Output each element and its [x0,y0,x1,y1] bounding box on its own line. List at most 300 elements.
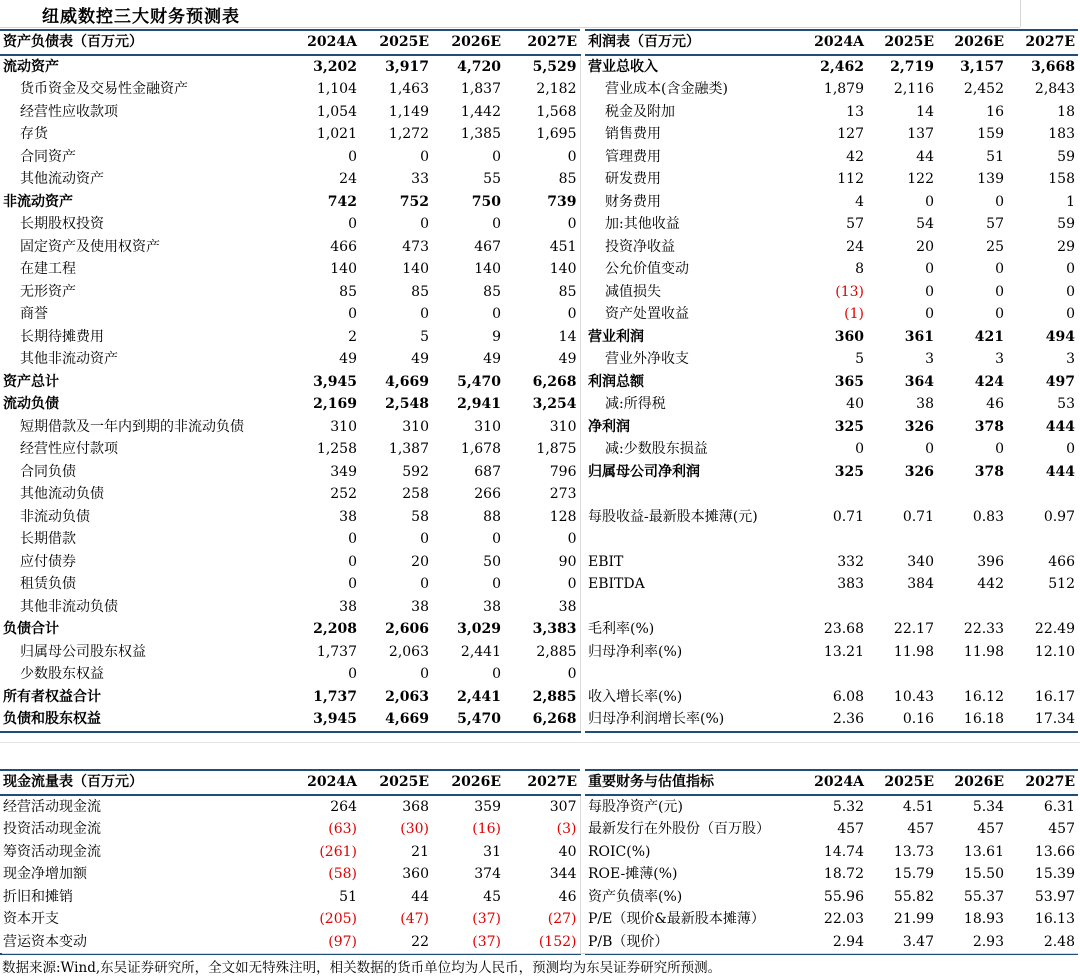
cell-value: 0 [492,216,501,233]
cell-value: 2,843 [1034,81,1075,98]
cell-value: 4.51 [902,798,934,815]
cell-value: 739 [504,191,580,214]
row-label: 负债和股东权益 [0,708,288,732]
cell-value: 29 [1057,238,1075,255]
cell-value: 1,272 [388,126,429,143]
table-row [0,123,580,146]
cell-value: 140 [504,258,580,281]
cell-value: 2,606 [385,621,429,638]
cell-value: 0 [1066,306,1075,323]
cell-value [937,483,1007,506]
report-title: 纽威数控三大财务预测表 [42,7,240,27]
cell-value: 0 [348,553,357,570]
cell-value: 1,879 [823,81,864,98]
row-label: 非流动负债 [20,508,90,525]
cell-value: 424 [974,373,1004,390]
cell-value: 4 [855,193,864,210]
cell-value: 11.98 [893,643,934,660]
cell-value [867,663,937,686]
cell-value: 0 [492,576,501,593]
cell-value: 457 [977,821,1004,838]
cell-value: 158 [1048,171,1075,188]
cell-value: 1,463 [388,81,429,98]
cell-value: 88 [483,508,501,525]
cell-value: 457 [907,821,934,838]
row-label: 现金净增加额 [3,866,87,883]
cell-value: 1,258 [316,441,357,458]
header-year: 2027E [1007,30,1078,55]
table-row [0,393,580,416]
cell-value: 325 [834,463,864,480]
cell-value: 18.72 [823,866,864,883]
income-statement-table [585,29,1078,733]
cell-value: 53.97 [1034,888,1075,905]
table-row [0,841,580,864]
row-label: 其他非流动负债 [20,598,118,615]
cell-value: 0 [420,148,429,165]
header-year: 2025E [360,30,432,55]
row-label: 毛利率(%) [588,621,655,638]
table-row [585,78,1078,101]
cell-value: 0 [348,216,357,233]
cell-value: 1,875 [504,438,580,461]
cell-value: 85 [483,283,501,300]
cell-value: 383 [837,576,864,593]
cell-value: 38 [339,598,357,615]
cell-value: 1,385 [460,126,501,143]
cell-value: 13.21 [823,643,864,660]
row-label: 其他流动负债 [20,486,104,503]
table-row [0,236,580,259]
row-label: 归母净利率(%) [588,643,683,660]
cell-value: 3,157 [960,58,1004,75]
cell-value: 0.97 [1043,508,1075,525]
row-label: 筹资活动现金流 [3,843,101,860]
cell-value: 10.43 [893,688,934,705]
cell-value: 40 [504,841,580,864]
cell-value: 421 [974,328,1004,345]
header-year: 2024A [795,30,867,55]
cell-value: 51 [339,888,357,905]
cell-value: 11.98 [963,643,1004,660]
cell-value: 4,669 [360,708,432,732]
cell-value: 6,268 [504,708,580,732]
row-label: 无形资产 [20,283,76,300]
row-label: 折旧和摊销 [3,888,73,905]
cell-value: 344 [504,863,580,886]
table-header-row [0,770,580,795]
cell-value: 0 [925,193,934,210]
cell-value: 25 [986,238,1004,255]
header-year: 2026E [432,770,504,795]
cell-value: 687 [474,463,501,480]
table-row [0,618,580,641]
cell-value: 2,719 [890,58,934,75]
row-label: 短期借款及一年内到期的非流动负债 [20,418,244,435]
cell-value: 1,568 [504,101,580,124]
cell-value: 252 [330,486,357,503]
cell-value: 264 [330,798,357,815]
cell-value: (1) [844,306,864,323]
cell-value: 0.83 [972,508,1004,525]
row-label: 减值损失 [605,283,661,300]
cell-value: 140 [402,261,429,278]
cell-value: 16.18 [937,708,1007,732]
cell-value: 0 [995,193,1004,210]
cell-value: 1,737 [313,688,357,705]
table-row [585,191,1078,214]
table-row [585,371,1078,394]
cell-value: 2,441 [457,688,501,705]
table-row [0,596,580,619]
cell-value: 122 [907,171,934,188]
row-label: 税金及附加 [605,103,675,120]
table-row [585,123,1078,146]
cell-value: 457 [1048,821,1075,838]
cell-value: 4,720 [457,58,501,75]
row-label: ROIC(%) [588,843,651,860]
table-row [585,416,1078,439]
cell-value: 18 [1057,103,1075,120]
balance-sheet-table [0,29,581,733]
table-header-row [0,30,580,55]
header-year: 2025E [867,770,937,795]
cell-value: 258 [402,486,429,503]
table-row [0,78,580,101]
valuation-metrics-table [585,769,1078,955]
cell-value: (152) [504,931,580,955]
table-row [0,168,580,191]
cell-value: 38 [916,396,934,413]
cell-value: 368 [402,798,429,815]
table-row [585,596,1078,619]
cell-value: 33 [411,171,429,188]
cell-value: 85 [504,281,580,304]
header-year: 2024A [795,770,867,795]
cell-value: 2,063 [385,688,429,705]
cell-value: 0 [995,283,1004,300]
cell-value: 340 [907,553,934,570]
cell-value: 57 [846,216,864,233]
table-row [0,281,580,304]
table-row [585,303,1078,326]
row-label: 应付债券 [20,553,76,570]
cell-value: 21 [411,843,429,860]
table-row [585,841,1078,864]
cell-value: 2,169 [313,396,357,413]
table-row [585,908,1078,931]
row-label: 经营活动现金流 [3,798,101,815]
row-label: 长期股权投资 [20,216,104,233]
cell-value: (97) [288,931,360,955]
cell-value: 127 [837,126,864,143]
cell-value: 14 [916,103,934,120]
cash-flow-table [0,769,581,955]
table-row [0,573,580,596]
cell-value: 0 [504,663,580,686]
cell-value: 3,668 [1031,58,1075,75]
row-label: 减:少数股东损益 [605,441,708,458]
row-label: 营业利润 [588,328,644,345]
cell-value: 31 [483,843,501,860]
table-row [0,506,580,529]
table-header-row [585,30,1078,55]
cell-value: 54 [916,216,934,233]
cell-value: 24 [846,238,864,255]
cell-value: 140 [330,261,357,278]
cell-value: 15.50 [963,866,1004,883]
cell-value: 3.47 [867,931,937,955]
cell-value: 13.73 [893,843,934,860]
cell-value: 6.31 [1043,798,1075,815]
cell-value: 0 [348,576,357,593]
cell-value: 1,442 [460,103,501,120]
row-label: 在建工程 [20,261,76,278]
cell-value: 46 [986,396,1004,413]
row-label [585,596,795,619]
cell-value: 0 [504,573,580,596]
header-year: 2026E [432,30,504,55]
cell-value: 2,063 [388,643,429,660]
cell-value: 38 [504,596,580,619]
cell-value: (261) [319,843,357,860]
cell-value: 18.93 [963,911,1004,928]
table-row [585,258,1078,281]
row-label: 营业总收入 [588,58,658,75]
row-label: 资本开支 [3,911,59,928]
table-row [585,348,1078,371]
cell-value: (37) [472,911,501,928]
cell-value: 3 [925,351,934,368]
table-row [0,663,580,686]
cell-value: 466 [1048,553,1075,570]
cell-value: 85 [411,283,429,300]
row-label: 流动资产 [3,58,59,75]
header-year: 2025E [867,30,937,55]
cell-value: 53 [1057,396,1075,413]
cell-value: (27) [504,908,580,931]
row-label: 长期借款 [20,531,76,548]
cell-value: 13.66 [1034,843,1075,860]
cell-value: 22.49 [1034,621,1075,638]
cell-value: (58) [328,866,357,883]
cell-value: 21.99 [893,911,934,928]
cell-value: 494 [1045,328,1075,345]
cell-value: 310 [504,416,580,439]
table-row [0,348,580,371]
header-title: 现金流量表（百万元） [0,770,288,795]
table-row [0,686,580,709]
row-label [585,528,795,551]
cell-value: 2,116 [893,81,934,98]
row-label: ROE-摊薄(%) [588,866,678,883]
cell-value: 4,669 [385,373,429,390]
cell-value: 473 [402,238,429,255]
cell-value: 1,104 [316,81,357,98]
cell-value [937,528,1007,551]
cell-value: 0 [925,306,934,323]
cell-value: 0 [925,283,934,300]
cell-value: 326 [904,418,934,435]
cell-value: 1,678 [460,441,501,458]
cell-value: 796 [504,461,580,484]
cell-value: 38 [411,598,429,615]
row-label: 营业成本(含金融类) [605,81,728,98]
header-year: 2025E [360,770,432,795]
table-row [0,886,580,909]
header-title: 重要财务与估值指标 [585,770,795,795]
cell-value: 2,941 [457,396,501,413]
header-year: 2026E [937,30,1007,55]
row-label: 每股净资产(元) [588,798,683,815]
cell-value: 0 [1066,441,1075,458]
row-label: 每股收益-最新股本摊薄(元) [588,508,758,525]
cell-value: 5,470 [457,373,501,390]
cell-value: 45 [483,888,501,905]
cell-value: 46 [504,886,580,909]
cell-value: 0 [492,148,501,165]
row-label: 合同资产 [20,148,76,165]
cell-value: 40 [846,396,864,413]
row-label: 财务费用 [605,193,661,210]
cell-value: 9 [492,328,501,345]
table-row [585,213,1078,236]
row-label: 存货 [20,126,48,143]
cell-value: 0.71 [902,508,934,525]
cell-value: 360 [402,866,429,883]
cell-value: 42 [846,148,864,165]
row-label: 固定资产及使用权资产 [20,238,160,255]
table-row [0,213,580,236]
cell-value: 16 [986,103,1004,120]
cell-value: 8 [855,261,864,278]
header-year: 2026E [937,770,1007,795]
cell-value: 360 [834,328,864,345]
cell-value [795,528,867,551]
cell-value: 44 [916,148,934,165]
cell-value: 349 [330,463,357,480]
cell-value: 1,695 [504,123,580,146]
table-row [585,101,1078,124]
row-label [585,483,795,506]
header-year: 2027E [504,770,580,795]
row-label: P/E（现价&最新股本摊薄） [588,911,765,928]
cell-value: 1,021 [316,126,357,143]
row-label: 加:其他收益 [605,216,680,233]
row-label: 归母净利润增长率(%) [585,708,795,732]
table-row [0,371,580,394]
section-gap-line [0,742,1080,743]
cell-value: 2,182 [504,78,580,101]
header-year: 2024A [288,30,360,55]
row-label: 租赁负债 [20,576,76,593]
cell-value [1007,483,1078,506]
cell-value: 59 [1057,216,1075,233]
cell-value: 1,054 [316,103,357,120]
cell-value: 24 [339,171,357,188]
cell-value: 112 [837,171,864,188]
cell-value: 3,254 [504,393,580,416]
cell-value: 365 [834,373,864,390]
title-bar [0,0,1020,28]
cell-value: 5 [420,328,429,345]
cell-value: 5.32 [832,798,864,815]
cell-value [1007,528,1078,551]
table-row [0,795,580,819]
cell-value: 0 [492,306,501,323]
table-row [0,101,580,124]
cell-value: 467 [474,238,501,255]
table-row [0,818,580,841]
cell-value: 16.12 [963,688,1004,705]
cell-value [795,663,867,686]
cell-value [795,596,867,619]
cell-value: 273 [504,483,580,506]
table-row [585,863,1078,886]
table-row [585,438,1078,461]
cell-value [1007,596,1078,619]
header-title: 资产负债表（百万元） [0,30,288,55]
cell-value: 140 [474,261,501,278]
table-row [0,551,580,574]
table-row [585,236,1078,259]
row-label: 长期待摊费用 [20,328,104,345]
cell-value: 2,452 [963,81,1004,98]
table-row [585,146,1078,169]
header-year: 2024A [288,770,360,795]
row-label: 营运资本变动 [0,931,288,955]
cell-value: 752 [399,193,429,210]
row-label: 合同负债 [20,463,76,480]
row-label: 净利润 [588,418,630,435]
cell-value: 2,548 [385,396,429,413]
cell-value [867,596,937,619]
cell-value: 22.17 [893,621,934,638]
cell-value: 57 [986,216,1004,233]
cell-value: 0 [492,531,501,548]
cell-value: 6.08 [832,688,864,705]
row-label: 利润总额 [588,373,644,390]
cell-value: 2,885 [504,686,580,709]
cell-value: 310 [402,418,429,435]
table-row [0,438,580,461]
row-label: 流动负债 [3,396,59,413]
cell-value: 1,837 [460,81,501,98]
table-row [585,663,1078,686]
cell-value: 55.96 [823,888,864,905]
cell-value: 23.68 [823,621,864,638]
row-label: 所有者权益合计 [3,688,101,705]
cell-value: 20 [411,553,429,570]
row-label: 资产处置收益 [605,306,689,323]
cell-value: 0 [504,528,580,551]
cell-value: 451 [504,236,580,259]
table-row [585,686,1078,709]
table-row [585,708,1078,732]
cell-value: 0 [504,146,580,169]
cell-value: 5.34 [972,798,1004,815]
cell-value: 0 [348,148,357,165]
cell-value: 22.33 [963,621,1004,638]
table-row [0,863,580,886]
row-label: 负债合计 [3,621,59,638]
cell-value: 0 [504,303,580,326]
cell-value: 442 [977,576,1004,593]
cell-value: 0 [925,261,934,278]
cell-value: 2,208 [313,621,357,638]
cell-value: 5 [855,351,864,368]
cell-value: 90 [504,551,580,574]
